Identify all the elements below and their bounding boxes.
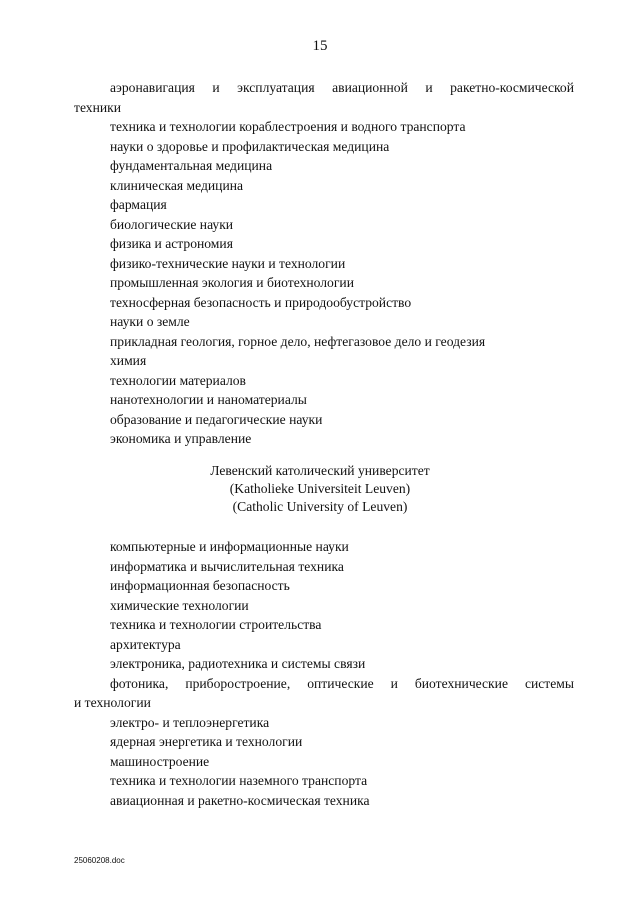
document-filename: 25060208.doc <box>74 856 125 865</box>
specialties-list-2 <box>74 537 574 810</box>
list-item: машиностроение <box>110 753 210 769</box>
list-item: информатика и вычислительная техника <box>110 558 344 574</box>
university-name-ru: Левенский католический университет <box>210 463 430 478</box>
list-item: архитектура <box>110 636 181 652</box>
list-item: фармация <box>110 197 167 212</box>
list-item: науки о здоровье и профилактическая медицина <box>110 138 390 154</box>
list-item: электро- и теплоэнергетика <box>110 714 270 730</box>
list-item: компьютерные и информационные науки <box>110 539 349 554</box>
page-number: 15 <box>312 38 328 54</box>
list-item-wrapped-tail: и технологии <box>74 695 151 710</box>
list-item-wrapped-tail: техники <box>74 99 122 115</box>
university-name-en: (Catholic University of Leuven) <box>232 499 408 514</box>
list-item: клиническая медицина <box>110 177 244 193</box>
list-item-wrapped: аэронавигация и эксплуатация авиационной и ракетно-космической <box>110 80 574 95</box>
list-item: образование и педагогические науки <box>110 411 323 427</box>
list-item: физико-технические науки и технологии <box>110 255 346 271</box>
university-heading <box>0 462 640 516</box>
list-item: фундаментальная медицина <box>110 158 273 173</box>
list-item: прикладная геология, горное дело, нефтегазовое дело и геодезия <box>110 333 486 349</box>
list-item: экономика и управление <box>110 431 252 446</box>
list-item: техника и технологии строительства <box>110 617 322 632</box>
list-item: промышленная экология и биотехнологии <box>110 275 354 290</box>
list-item-wrapped: фотоника, приборостроение, оптические и биотехнические системы <box>110 675 574 691</box>
list-item: техника и технологии кораблестроения и водного транспорта <box>110 119 466 134</box>
list-item: химия <box>110 353 147 368</box>
list-item: химические технологии <box>110 597 249 613</box>
list-item: электроника, радиотехника и системы связи <box>110 656 366 671</box>
list-item: техника и технологии наземного транспорта <box>110 773 368 788</box>
list-item: техносферная безопасность и природообустройство <box>110 294 412 310</box>
list-item: технологии материалов <box>110 372 246 388</box>
list-item: ядерная энергетика и технологии <box>110 734 303 749</box>
list-item: информационная безопасность <box>110 578 290 593</box>
list-item: авиационная и ракетно-космическая техника <box>110 792 370 808</box>
list-item: физика и астрономия <box>110 236 233 251</box>
list-item: нанотехнологии и наноматериалы <box>110 392 307 407</box>
specialties-list-1 <box>74 78 574 449</box>
university-name-nl: (Katholieke Universiteit Leuven) <box>229 481 411 496</box>
list-item: биологические науки <box>110 216 234 232</box>
list-item: науки о земле <box>110 314 190 329</box>
